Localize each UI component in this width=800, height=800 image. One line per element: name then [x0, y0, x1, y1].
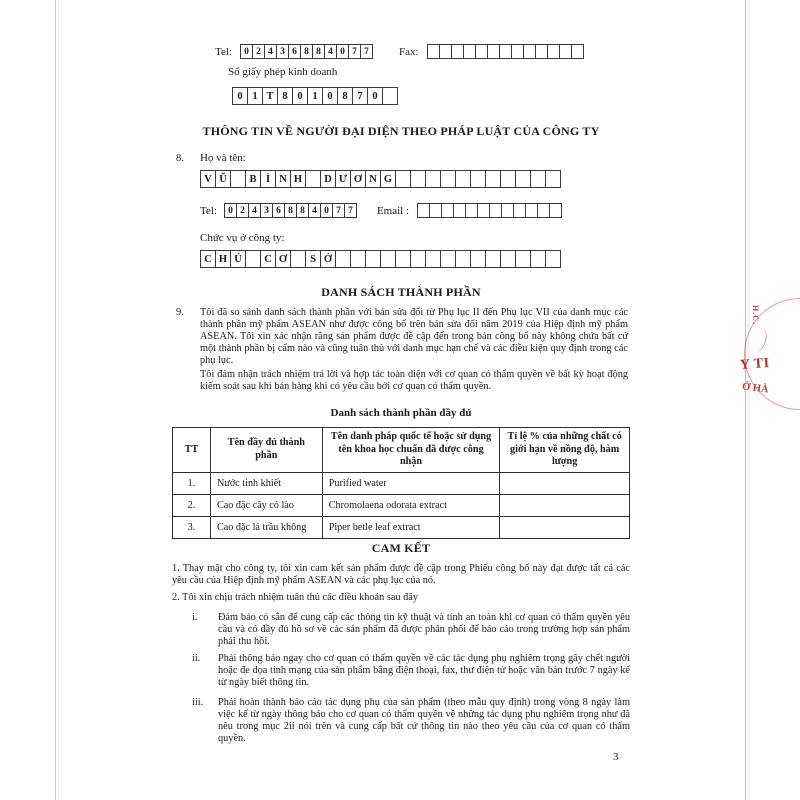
char-box	[425, 170, 441, 188]
char-box	[350, 250, 366, 268]
char-box: 2	[236, 203, 249, 218]
table-cell-tt: 1.	[173, 472, 211, 494]
char-box	[440, 250, 456, 268]
char-box: N	[365, 170, 381, 188]
char-box	[380, 250, 396, 268]
char-box	[545, 170, 561, 188]
char-box: 8	[337, 87, 353, 105]
commitment-subitem-ii	[192, 653, 630, 689]
char-box: 3	[260, 203, 273, 218]
char-box	[425, 250, 441, 268]
char-box: N	[275, 170, 291, 188]
fullname-label: Họ và tên:	[200, 152, 246, 164]
tel-fax-row	[215, 44, 584, 59]
ingredients-paragraph-2: Tôi đảm nhận trách nhiệm trả lời và hợp tác toàn diện với cơ quan có thẩm quyền về bất kỳ hoạt động kiểm soát sau khi bán hàng khi có yêu cầu bởi cơ quan có thẩm quyền.	[200, 369, 628, 392]
char-box: Ư	[335, 170, 351, 188]
char-box: 3	[276, 44, 289, 59]
ingredients-table-title: Danh sách thành phần đầy đủ	[330, 407, 472, 419]
tel-email-row	[200, 203, 562, 218]
position-label: Chức vụ ở công ty:	[200, 232, 285, 244]
commitment-item-2: 2. Tôi xin chịu trách nhiệm tuân thủ các điều khoản sau đây	[172, 592, 419, 603]
char-box	[545, 250, 561, 268]
license-boxes	[232, 87, 398, 105]
subitem-text: Phải thông báo ngay cho cơ quan có thẩm quyền về các tác dụng phụ nghiêm trọng gây chết người hoặc đe dọa tính mạng của sản phẩm bằng điện thoại, fax, thư điện tử hoặc văn bản trước 7 ngày kể từ ngày biết thông tin.	[218, 653, 630, 688]
char-box	[500, 170, 516, 188]
tel-boxes	[240, 44, 373, 59]
page-edge-right	[745, 0, 746, 800]
page-edge-left	[55, 0, 56, 800]
char-box: Ơ	[275, 250, 291, 268]
char-box	[485, 170, 501, 188]
char-box: 2	[252, 44, 265, 59]
stamp-text-main: Y TI	[739, 355, 771, 374]
char-box: B	[245, 170, 261, 188]
table-header-inci: Tên danh pháp quốc tế hoặc sử dụng tên khoa học chuẩn đã được công nhận	[322, 428, 500, 473]
char-box	[230, 170, 246, 188]
commitment-subitem-i	[192, 612, 630, 648]
table-cell-percentage	[500, 494, 630, 516]
char-box: 1	[247, 87, 263, 105]
char-box: 8	[277, 87, 293, 105]
char-box	[530, 250, 546, 268]
table-cell-inci: Purified water	[322, 472, 500, 494]
char-box: H	[290, 170, 306, 188]
char-box	[549, 203, 562, 218]
page-edge-left-inner	[58, 0, 59, 800]
table-cell-name: Cao đặc cây cỏ lào	[210, 494, 322, 516]
commitment-item-1: 1. Thay mặt cho công ty, tôi xin cam kết sản phẩm được đề cập trong Phiếu công bố này đạt được tất cả các yêu cầu của Hiệp định mỹ phẩm ASEAN và các phụ lục của nó.	[172, 563, 630, 586]
char-box	[455, 250, 471, 268]
char-box: 7	[352, 87, 368, 105]
table-cell-inci: Chromolaena odorata extract	[322, 494, 500, 516]
char-box: 4	[308, 203, 321, 218]
ingredients-table	[172, 427, 630, 539]
char-box: G	[380, 170, 396, 188]
table-row	[173, 494, 630, 516]
subitem-text: Đảm bảo có sẵn để cung cấp các thông tin kỹ thuật và tính an toàn khi cơ quan có thẩm quyền yêu cầu và có đầy đủ hồ sơ về các sản phẩm đã được phân phối để báo cáo trong trường hợp sản phẩm phải thu hồi.	[218, 612, 630, 647]
stamp-text-top: H.C.	[751, 305, 760, 325]
rep-tel-boxes	[224, 203, 357, 218]
char-box: 1	[307, 87, 323, 105]
table-header-row	[173, 428, 630, 473]
table-row	[173, 472, 630, 494]
ingredients-paragraph-1: Tôi đã so sánh danh sách thành phần với bản sửa đổi từ Phụ lục II đến Phụ lục VII của danh mục các thành phần mỹ phẩm ASEAN như được công bố trên bản sửa đổi năm 2019 của Hiệp định mỹ phẩm ASEAN. Tôi xin xác nhận rằng sản phẩm được đề cập đến trong bản công bố này không chứa bất cứ một thành phần bị cấm nào và cũng tuân thủ với danh mục hạn chế và các điều kiện quy định trong các phụ lục.	[200, 307, 628, 366]
char-box: 8	[312, 44, 325, 59]
char-box: 8	[296, 203, 309, 218]
table-header-tt: TT	[173, 428, 211, 473]
char-box: Ũ	[215, 170, 231, 188]
section-title-ingredients: DANH SÁCH THÀNH PHẦN	[321, 285, 481, 299]
char-box	[455, 170, 471, 188]
char-box	[395, 250, 411, 268]
char-box	[382, 87, 398, 105]
table-cell-tt: 2.	[173, 494, 211, 516]
table-row	[173, 516, 630, 538]
subitem-text: Phải hoàn thành báo cáo tác dụng phụ của sản phẩm (theo mẫu quy định) trong vòng 8 ngày làm việc kể từ ngày thông báo cho cơ quan có thẩm quyền về những tác dụng phụ nghiêm trọng như đã nêu trong mục 2ii nói trên và cung cấp bất cứ thông tin nào theo yêu cầu của cơ quan có thẩm quyền.	[218, 697, 630, 744]
subitem-numeral: iii.	[192, 697, 204, 708]
position-boxes	[200, 250, 561, 268]
char-box	[485, 250, 501, 268]
char-box: H	[215, 250, 231, 268]
table-cell-inci: Piper betle leaf extract	[322, 516, 500, 538]
char-box: 0	[292, 87, 308, 105]
char-box: Ơ	[350, 170, 366, 188]
char-box: T	[262, 87, 278, 105]
table-cell-name: Cao đặc lá trầu không	[210, 516, 322, 538]
page-edge-right-outer	[748, 0, 749, 800]
char-box: 6	[272, 203, 285, 218]
rep-tel-label: Tel:	[200, 204, 217, 217]
stamp-text-sub: Ở HÀ	[741, 381, 770, 396]
char-box: 7	[344, 203, 357, 218]
subitem-numeral: ii.	[192, 653, 201, 664]
table-cell-tt: 3.	[173, 516, 211, 538]
char-box: 4	[264, 44, 277, 59]
char-box: S	[305, 250, 321, 268]
table-header-percentage: Tỉ lệ % của những chất có giới hạn về nồng độ, hàm lượng	[500, 428, 630, 473]
section-title-commitment: CAM KẾT	[371, 541, 431, 555]
char-box: 7	[348, 44, 361, 59]
commitment-subitem-iii	[192, 697, 630, 745]
char-box: D	[320, 170, 336, 188]
char-box	[470, 170, 486, 188]
char-box	[515, 250, 531, 268]
subitem-numeral: i.	[192, 612, 198, 623]
section-title-representative: THÔNG TIN VỀ NGƯỜI ĐẠI DIỆN THEO PHÁP LUẬT CỦA CÔNG TY	[202, 124, 600, 138]
char-box: Ở	[320, 250, 336, 268]
char-box: 0	[240, 44, 253, 59]
char-box	[571, 44, 584, 59]
char-box	[515, 170, 531, 188]
char-box	[500, 250, 516, 268]
table-header-name: Tên đầy đủ thành phần	[210, 428, 322, 473]
license-label: Số giấy phép kinh doanh	[228, 66, 338, 78]
char-box: Ì	[260, 170, 276, 188]
char-box: 0	[336, 44, 349, 59]
page-number: 3	[613, 751, 619, 763]
char-box	[305, 170, 321, 188]
char-box	[470, 250, 486, 268]
char-box: V	[200, 170, 216, 188]
char-box	[410, 250, 426, 268]
char-box	[395, 170, 411, 188]
name-label-row	[176, 152, 246, 164]
item-number-9: 9.	[176, 307, 184, 318]
char-box: 6	[288, 44, 301, 59]
char-box: 7	[332, 203, 345, 218]
char-box: 7	[360, 44, 373, 59]
char-box: 4	[324, 44, 337, 59]
char-box	[335, 250, 351, 268]
table-cell-percentage	[500, 472, 630, 494]
fullname-boxes	[200, 170, 561, 188]
table-cell-percentage	[500, 516, 630, 538]
fax-boxes	[427, 44, 584, 59]
char-box	[410, 170, 426, 188]
char-box: 4	[248, 203, 261, 218]
char-box: 0	[320, 203, 333, 218]
char-box: 0	[322, 87, 338, 105]
char-box: 8	[300, 44, 313, 59]
char-box: C	[260, 250, 276, 268]
char-box	[245, 250, 261, 268]
char-box	[440, 170, 456, 188]
char-box	[290, 250, 306, 268]
char-box: 0	[232, 87, 248, 105]
char-box	[365, 250, 381, 268]
char-box: 8	[284, 203, 297, 218]
tel-label: Tel:	[215, 45, 232, 58]
char-box: Ủ	[230, 250, 246, 268]
item-number-8: 8.	[176, 152, 184, 164]
email-label: Email :	[376, 204, 410, 217]
table-cell-name: Nước tinh khiết	[210, 472, 322, 494]
char-box: C	[200, 250, 216, 268]
char-box	[530, 170, 546, 188]
email-boxes	[417, 203, 562, 218]
fax-label: Fax:	[398, 45, 419, 58]
ingredients-declaration	[176, 307, 628, 367]
char-box: 0	[224, 203, 237, 218]
char-box: 0	[367, 87, 383, 105]
